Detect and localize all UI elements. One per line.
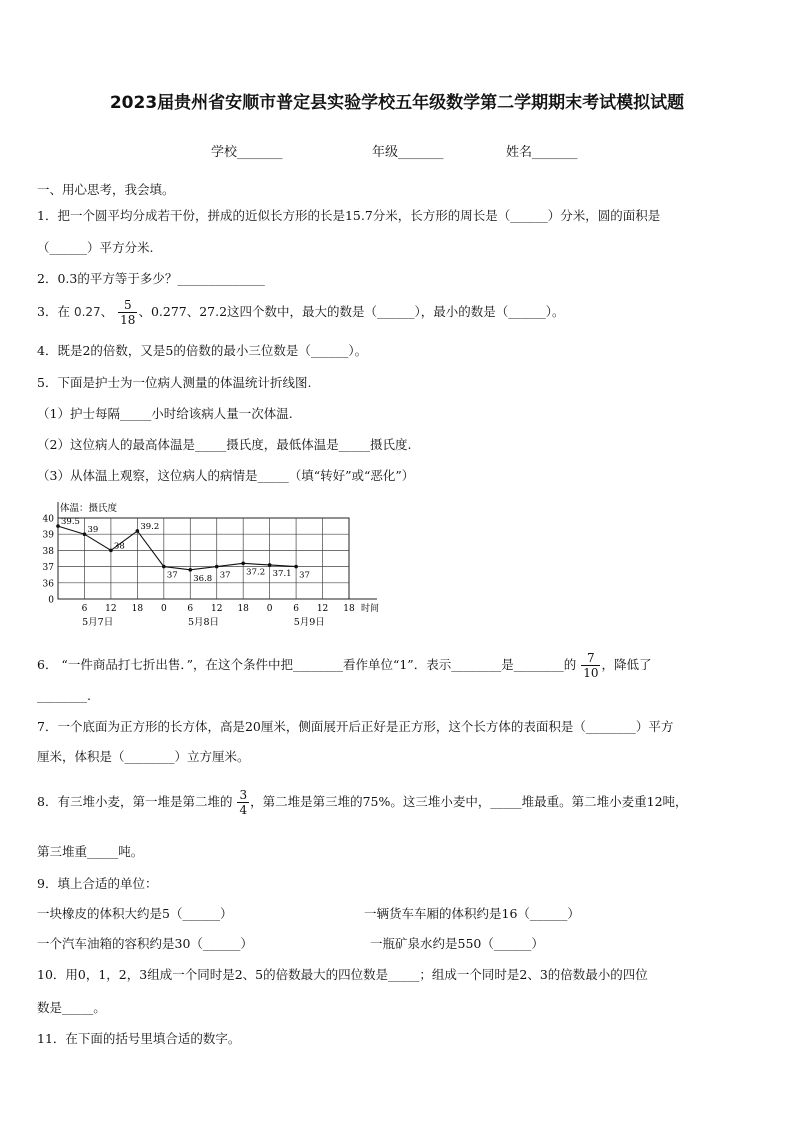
day-label: 5月7日 [82,617,114,628]
question-8 [37,788,688,817]
data-label: 39 [87,525,99,536]
question-9-a: 一块橡皮的体积大约是5（______） [37,906,233,921]
x-tick-label: 12 [105,604,117,614]
page-title: 2023届贵州省安顺市普定县实验学校五年级数学第二学期期末考试模拟试题 [109,93,685,113]
x-tick-label: 12 [211,604,223,614]
day-label: 5月8日 [187,617,220,628]
question-3-rest: 、0.277、27.2这四个数中，最大的数是（______），最小的数是（______）。 [138,304,565,319]
question-6-text: 6． “一件商品打七折出售．”，在这个条件中把________看作单位“1”．表示________是________的 [37,657,577,672]
grade-field[interactable]: 年级_______ [372,145,444,160]
data-point [56,524,60,528]
question-4: 4．既是2的倍数，又是5的倍数的最小三位数是（______）。 [37,343,368,358]
x-tick-label: 18 [237,604,249,614]
x-tick-label: 18 [131,604,144,614]
fraction-denominator: 18 [120,313,136,327]
question-5-sub-2: （2）这位病人的最高体温是_____摄氏度，最低体温是_____摄氏度. [37,437,412,452]
data-label: 39.2 [140,521,160,532]
question-9-c: 一个汽车油箱的容积约是30（______） [37,936,253,951]
data-point [268,563,272,567]
question-11: 11．在下面的括号里填合适的数字。 [37,1031,241,1046]
data-point [215,565,219,569]
x-tick-label: 6 [81,604,88,614]
question-5-stem: 5．下面是护士为一位病人测量的体温统计折线图. [37,375,312,390]
y-tick-label: 36 [42,579,54,590]
question-3-lead: 3．在 [37,304,70,319]
x-axis-label: 时间 [361,604,380,614]
fraction-numerator: 3 [239,788,248,802]
fraction-denominator: 4 [239,803,248,817]
data-label: 37 [219,570,231,581]
data-label: 37.1 [272,568,292,579]
question-8-line-2: 第三堆重_____吨。 [37,844,144,859]
data-point [241,562,245,566]
question-3-sep: 、 [100,304,114,319]
y-tick-label: 38 [42,546,54,557]
question-10-line-1: 10．用0，1，2，3组成一个同时是2、5的倍数最大的四位数是_____；组成一个同时是2、3的倍数最小的四位 [37,967,648,982]
x-tick-label: 0 [266,604,273,614]
fraction-numerator: 7 [587,651,595,665]
question-10-line-2: 数是_____。 [37,1000,106,1015]
question-9-d: 一瓶矿泉水约是550（______） [370,936,544,951]
chart-grid [58,502,377,599]
data-label: 36.8 [193,573,213,584]
school-field[interactable]: 学校_______ [211,145,283,160]
section-heading: 一、用心思考，我会填。 [37,182,175,197]
question-3-fraction [118,298,137,327]
x-tick-label: 18 [343,604,355,614]
data-label: 38 [113,541,125,552]
question-5-sub-3: （3）从体温上观察，这位病人的病情是_____（填“转好”或“恶化”） [37,468,415,483]
question-6 [37,651,651,680]
question-1-line-2: （______）平方分米. [37,240,154,255]
question-5-sub-1: （1）护士每隔_____小时给该病人量一次体温. [37,406,293,421]
question-3 [37,298,565,327]
question-8-fraction [237,788,249,817]
chart-labels [43,502,379,628]
data-point [162,565,166,569]
fraction-denominator: 10 [583,666,599,680]
question-3-decimal: 0.27 [73,305,101,319]
y-tick-label: 40 [42,514,54,525]
data-point [188,568,192,572]
data-label: 37.2 [246,567,266,578]
question-8-lead: 8．有三堆小麦，第一堆是第二堆的 [37,794,233,809]
x-tick-label: 12 [316,604,329,614]
day-label: 5月9日 [293,617,325,628]
data-point [109,549,113,553]
question-7-line-1: 7．一个底面为正方形的长方体，高是20厘米，侧面展开后正好是正方形，这个长方体的表面积是（________）平方 [37,719,674,734]
question-8-rest: ，第二堆是第三堆的75%。这三堆小麦中，_____堆最重。第二堆小麦重12吨， [250,794,688,809]
question-7-line-2: 厘米，体积是（________）立方厘米。 [37,749,250,764]
y-tick-label: 37 [42,563,54,574]
x-tick-label: 6 [187,604,194,614]
name-field[interactable]: 姓名_______ [506,145,578,160]
y-tick-label: 39 [42,530,54,541]
x-tick-label: 0 [160,604,167,614]
question-2: 2．0.3的平方等于多少？______________ [37,271,265,286]
fraction-numerator: 5 [123,298,132,312]
y-tick-label: 0 [48,595,54,606]
chart-title: 体温：摄氏度 [60,503,118,514]
question-6-line-2: ________. [37,688,91,703]
data-label: 37 [299,570,310,581]
question-6-tail: ，降低了 [601,657,652,672]
data-label: 39.5 [61,517,80,528]
question-1-line-1: 1．把一个圆平均分成若干份，拼成的近似长方形的长是15.7分米，长方形的周长是（______）分米，圆的面积是 [37,208,661,223]
data-point [83,532,87,536]
question-9-stem: 9．填上合适的单位： [37,876,158,891]
question-6-fraction [581,651,600,680]
question-9-b: 一辆货车车厢的体积约是16（______） [364,906,580,921]
x-tick-label: 6 [293,604,299,614]
temperature-line-chart [34,496,394,630]
data-point [294,565,298,569]
data-label: 37 [166,570,178,581]
chart-frame [58,518,349,599]
data-point [136,529,140,533]
